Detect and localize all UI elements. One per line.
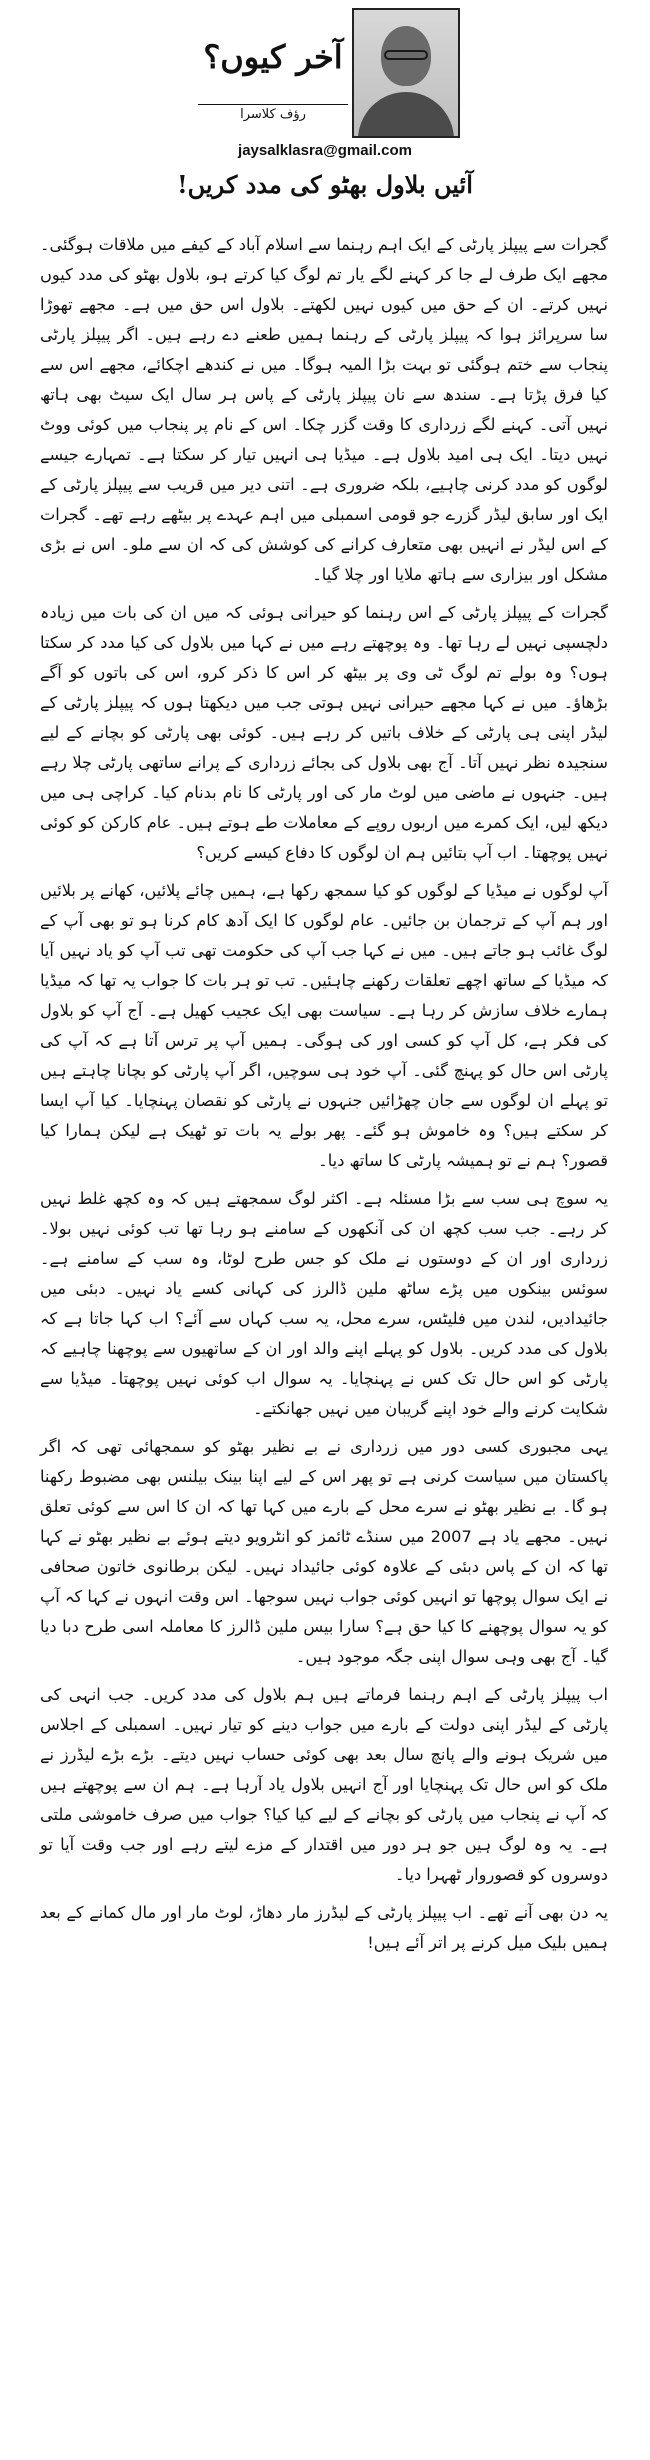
article-headline: آئیں بلاول بھٹو کی مدد کریں! (177, 170, 473, 199)
article-paragraph: یہی مجبوری کسی دور میں زرداری نے بے نظیر بھٹو کو سمجھائی تھی کہ اگر پاکستان میں سیاست کرنی ہے تو پھر اس کے لیے اپنا بینک بیلنس بھی مضبوط رکھنا ہو گا۔ بے نظیر بھٹو نے سرے محل کے بارے میں کہا تھا کہ ان کا اس سے کوئی تعلق نہیں۔ مجھے یاد ہے 2007 میں سنڈے ٹائمز کو انٹرویو دیتے ہوئے بے نظیر بھٹو نے کہا تھا کہ ان کے پاس دبئی کے علاوہ کوئی جائیداد نہیں۔ لیکن برطانوی خاتون صحافی نے ایک سوال پوچھا تو انہیں کوئی جواب نہیں سوجھا۔ اس وقت انہوں نے کہا کہ آپ کو یہ سوال پوچھنے کا کیا حق ہے؟ سارا بیس ملین ڈالرز کا معاملہ اسی طرح دبا دیا گیا۔ آج بھی وہی سوال اپنی جگہ موجود ہیں۔ (40, 1437, 608, 1666)
article-paragraph: اب پیپلز پارٹی کے اہم رہنما فرماتے ہیں ہم بلاول کی مدد کریں۔ جب انہی کی پارٹی کے لیڈر اپنی دولت کے بارے میں جواب دینے کو تیار نہیں۔ اسمبلی کے اجلاس میں شریک ہونے والے پانچ سال بعد بھی کوئی حساب نہیں دیتے۔ بڑے بڑے لیڈرز نے ملک کو اس حال تک پہنچایا اور آج انہیں بلاول یاد آرہا ہے۔ ہم ان سے پوچھتے ہیں کہ آپ نے پنجاب میں پارٹی کو بچانے کے لیے کیا کیا؟ جواب میں صرف خاموشی ملتی ہے۔ یہ وہ لوگ ہیں جو ہر دور میں اقتدار کے مزے لیتے رہے اور جب وقت آیا تو دوسروں کو قصوروار ٹھہرا دیا۔ (40, 1685, 608, 1884)
column-masthead (190, 8, 460, 190)
article-body (40, 230, 608, 1966)
author-photo (352, 8, 460, 138)
author-name: رؤف کلاسرا (198, 104, 348, 122)
article-paragraph: گجرات سے پیپلز پارٹی کے ایک اہم رہنما سے اسلام آباد کے کیفے میں ملاقات ہوگئی۔ مجھے ایک طرف لے جا کر کہنے لگے یار تم لوگ کیا کرتے ہو، بلاول بھٹو کی مدد کیوں نہیں کرتے۔ ان کے حق میں کیوں نہیں لکھتے۔ بلاول اس حق میں ہے۔ مجھے تھوڑا سا سرپرائز ہوا کہ پیپلز پارٹی کے رہنما ہمیں طعنے دے رہے ہیں۔ اگر پیپلز پارٹی پنجاب سے ختم ہوگئی تو بہت بڑا المیہ ہوگا۔ میں نے کندھے اچکائے، مجھے اس سے کیا فرق پڑتا ہے۔ سندھ سے نان پیپلز پارٹی کے پاس ہر سال ایک سیٹ بھی ہاتھ نہیں آتی۔ کہنے لگے زرداری کا وقت گزر چکا۔ اس کے نام پر پنجاب میں کوئی ووٹ نہیں دیتا۔ ایک ہی امید بلاول ہے۔ میڈیا ہی انہیں تیار کر سکتا ہے۔ تمہارے جیسے لوگوں کو مدد کرنی چاہیے، بلکہ ضروری ہے۔ اتنی دیر میں قریب سے پیپلز پارٹی کے ایک اور سابق لیڈر گزرے جو قومی اسمبلی میں اہم عہدے پر بیٹھے رہے تھے۔ گجرات کے اس لیڈر نے انہیں بھی متعارف کرانے کی کوشش کی کہ ان سے ملو۔ اس نے بڑی مشکل اور بیزاری سے ہاتھ ملایا اور چلا گیا۔ (40, 235, 608, 584)
article-paragraph: آپ لوگوں نے میڈیا کے لوگوں کو کیا سمجھ رکھا ہے، ہمیں چائے پلائیں، کھانے پر بلائیں اور ہم آپ کے ترجمان بن جائیں۔ عام لوگوں کا ایک آدھ کام کرنا ہو تو بھی آپ کے لوگ غائب ہو جاتے ہیں۔ میں نے کہا جب آپ کی حکومت تھی تب آپ کو یاد نہیں آیا کہ میڈیا کے ساتھ اچھے تعلقات رکھنے چاہئیں۔ تب تو ہر بات کا جواب یہ تھا کہ میڈیا ہمارے خلاف سازش کر رہا ہے۔ سیاست بھی ایک عجیب کھیل ہے۔ آج آپ کو بلاول کی فکر ہے، کل آپ کو کسی اور کی ہوگی۔ ہمیں آپ پر ترس آتا ہے کہ آپ کی پارٹی اس حال کو پہنچ گئی۔ آپ خود ہی سوچیں، اگر آپ پارٹی کو بچانا چاہتے ہیں تو پہلے ان لوگوں سے جان چھڑائیں جنہوں نے پارٹی کو نقصان پہنچایا۔ کیا آپ ایسا کر سکتے ہیں؟ وہ خاموش ہو گئے۔ پھر بولے یہ بات تو ٹھیک ہے لیکن ہمارا کیا قصور؟ ہم نے تو ہمیشہ پارٹی کا ساتھ دیا۔ (40, 881, 608, 1170)
column-name: آخر کیوں؟ (203, 38, 343, 76)
author-email: jaysalklasra@gmail.com (238, 142, 412, 159)
article-paragraph: یہ سوچ ہی سب سے بڑا مسئلہ ہے۔ اکثر لوگ سمجھتے ہیں کہ وہ کچھ غلط نہیں کر رہے۔ جب سب کچھ ان کی آنکھوں کے سامنے ہو رہا تھا تب کوئی نہیں بولا۔ زرداری اور ان کے دوستوں نے ملک کو جس طرح لوٹا، وہ سب کے سامنے ہے۔ سوئس بینکوں میں پڑے ساٹھ ملین ڈالرز کی کہانی کسے یاد نہیں۔ دبئی میں جائیدادیں، لندن میں فلیٹس، سرے محل، یہ سب کہاں سے آئے؟ اب کہا جاتا ہے کہ بلاول کی مدد کریں۔ بلاول کو پہلے اپنے والد اور ان کے ساتھیوں سے پوچھنا چاہیے کہ پارٹی کو اس حال تک کس نے پہنچایا۔ یہ سوال اب کوئی نہیں پوچھتا۔ میڈیا سے شکایت کرنے والے خود اپنے گریبان میں نہیں جھانکتے۔ (40, 1189, 608, 1418)
author-photo-shoulders (358, 92, 454, 138)
article-paragraph: یہ دن بھی آنے تھے۔ اب پیپلز پارٹی کے لیڈرز مار دھاڑ، لوٹ مار اور مال کمانے کے بعد ہمیں بلیک میل کرنے پر اتر آئے ہیں! (40, 1903, 608, 1952)
author-photo-glasses (384, 50, 428, 60)
article-paragraph: گجرات کے پیپلز پارٹی کے اس رہنما کو حیرانی ہوئی کہ میں ان کی بات میں زیادہ دلچسپی نہیں لے رہا تھا۔ وہ پوچھتے رہے میں نے کہا میں بلاول کی کیا مدد کر سکتا ہوں؟ وہ بولے تم لوگ ٹی وی پر بیٹھ کر اس کا ذکر کرو، اس کی باتوں کو آگے بڑھاؤ۔ میں نے کہا مجھے حیرانی نہیں ہوتی جب میں دیکھتا ہوں کہ پیپلز پارٹی کے لیڈر اپنی ہی پارٹی کے خلاف باتیں کر رہے ہیں۔ کوئی بھی پارٹی کو بچانے کے لیے سنجیدہ نظر نہیں آتا۔ آج بھی بلاول کی بجائے زرداری کے پرانے ساتھی پارٹی چلا رہے ہیں۔ جنہوں نے ماضی میں لوٹ مار کی اور پارٹی کا نام بدنام کیا۔ کراچی ہی میں دیکھ لیں، ایک کمرے میں اربوں روپے کے معاملات طے ہوتے ہیں۔ عام کارکن کو کوئی نہیں پوچھتا۔ اب آپ بتائیں ہم ان لوگوں کا دفاع کیسے کریں؟ (40, 603, 608, 862)
